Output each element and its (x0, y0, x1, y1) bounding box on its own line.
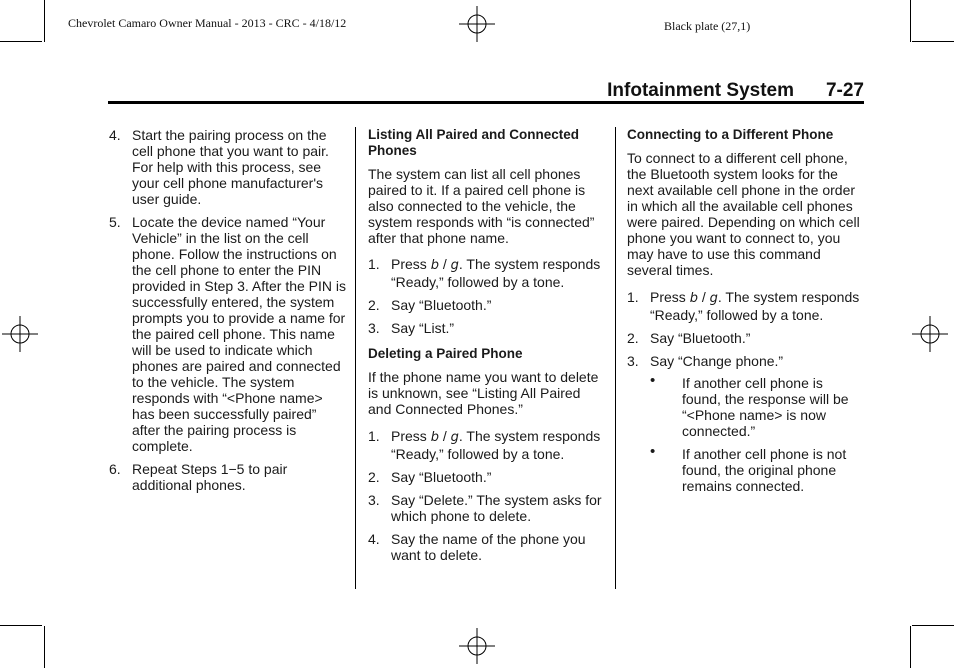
step-text (650, 289, 863, 323)
crop-mark (44, 0, 45, 42)
step-text: Start the pairing process on the cell phone that you want to pair. For help with this process, see your cell phone manufacturer's user guide. (132, 127, 329, 207)
plate-info: Black plate (27,1) (664, 19, 751, 33)
mute-end-call-icon: g (450, 430, 459, 445)
bullet-item (650, 443, 863, 494)
section-heading: Deleting a Paired Phone (368, 346, 523, 361)
step-text: Say “Change phone.” (650, 353, 784, 369)
push-to-talk-icon: b (430, 430, 439, 445)
registration-mark-icon (912, 316, 948, 352)
crop-mark (912, 41, 954, 42)
registration-mark-icon (2, 316, 38, 352)
crop-mark (910, 626, 911, 668)
list-item (368, 531, 606, 563)
step-number: 5. (109, 214, 121, 230)
step-text: Say “List.” (391, 320, 455, 336)
step-text: Say the name of the phone you want to delete. (391, 531, 586, 563)
step-number: 3. (627, 353, 639, 369)
step-text (391, 256, 606, 290)
step-text-pre: Press (391, 428, 427, 444)
step-text: Say “Delete.” The system asks for which phone to delete. (391, 492, 602, 524)
step-number: 3. (368, 320, 380, 336)
column-divider (355, 127, 356, 589)
crop-mark (0, 625, 42, 626)
list-item (368, 428, 606, 462)
step-text: Locate the device named “Your Vehicle” in the list on the cell phone. Follow the instructions on the cell phone to enter the PIN provided in Step 3. After the PIN is successfully entered, the system prompts you to provide a name for the paired cell phone. This name will be used to indicate which phones are paired and connected to the vehicle. The system responds with “<Phone name> has been successfully paired” after the pairing process is complete. (132, 214, 347, 454)
step-text-post: . The system responds “Ready,” followed by a tone. (391, 256, 601, 290)
section-heading: Connecting to a Different Phone (627, 127, 834, 142)
list-item (368, 256, 606, 290)
list-item (109, 214, 347, 454)
list-item (368, 469, 606, 485)
bullet-item (650, 372, 863, 439)
list-item (627, 289, 863, 323)
step-text: Say “Bluetooth.” (650, 330, 751, 346)
step-text: Say “Bluetooth.” (391, 469, 492, 485)
bullet-text: If another cell phone is not found, the original phone remains connected. (682, 446, 847, 494)
manual-info: Chevrolet Camaro Owner Manual - 2013 - CRC - 4/18/12 (68, 16, 347, 30)
paragraph: If the phone name you want to delete is unknown, see “Listing All Paired and Connected Phones.” (368, 369, 599, 417)
step-number: 4. (368, 531, 380, 547)
bullet-text: If another cell phone is found, the response will be “<Phone name> is now connected.” (682, 375, 849, 439)
registration-mark-icon (459, 628, 495, 664)
crop-mark (910, 0, 911, 42)
section-title: Infotainment System (607, 80, 794, 101)
list-item (368, 492, 606, 524)
step-text (391, 428, 606, 462)
step-text: Say “Bluetooth.” (391, 297, 492, 313)
crop-mark (44, 626, 45, 668)
paragraph: The system can list all cell phones paired to it. If a paired cell phone is also connected to the vehicle, the system responds with “is connected” after that phone name. (368, 166, 595, 246)
step-number: 1. (368, 256, 380, 272)
column-2 (368, 127, 606, 563)
list-item (627, 330, 863, 346)
bullet-icon: • (650, 443, 656, 460)
list-item (368, 320, 606, 336)
list-item (109, 461, 347, 493)
list-item (368, 297, 606, 313)
sub-list (627, 372, 863, 494)
bullet-icon: • (650, 372, 656, 389)
step-text-pre: Press (650, 289, 686, 305)
push-to-talk-icon: b (430, 258, 439, 273)
step-text-post: . The system responds “Ready,” followed by a tone. (391, 428, 601, 462)
mute-end-call-icon: g (709, 291, 718, 306)
step-number: 2. (368, 297, 380, 313)
crop-mark (0, 41, 42, 42)
column-1 (109, 127, 347, 493)
separator: / (442, 256, 447, 272)
step-number: 4. (109, 127, 121, 143)
column-3 (627, 127, 863, 494)
list-item (627, 353, 863, 369)
step-number: 6. (109, 461, 121, 477)
step-text-post: . The system responds “Ready,” followed by a tone. (650, 289, 860, 323)
step-number: 2. (627, 330, 639, 346)
step-number: 3. (368, 492, 380, 508)
mute-end-call-icon: g (450, 258, 459, 273)
column-divider (615, 127, 616, 589)
crop-mark (912, 625, 954, 626)
section-heading: Listing All Paired and Connected Phones (368, 127, 580, 158)
header-rule (108, 101, 864, 104)
separator: / (701, 289, 706, 305)
step-number: 2. (368, 469, 380, 485)
step-number: 1. (627, 289, 639, 305)
list-item (109, 127, 347, 207)
step-number: 1. (368, 428, 380, 444)
step-text-pre: Press (391, 256, 427, 272)
step-text: Repeat Steps 1−5 to pair additional phones. (132, 461, 288, 493)
registration-mark-icon (459, 6, 495, 42)
paragraph: To connect to a different cell phone, the Bluetooth system looks for the next available cell phone in the order in which all the available cell phones were paired. Depending on which cell phone you want to connect to, you may have to use this command several times. (627, 150, 860, 278)
page-number: 7-27 (825, 80, 864, 101)
push-to-talk-icon: b (689, 291, 698, 306)
separator: / (442, 428, 447, 444)
